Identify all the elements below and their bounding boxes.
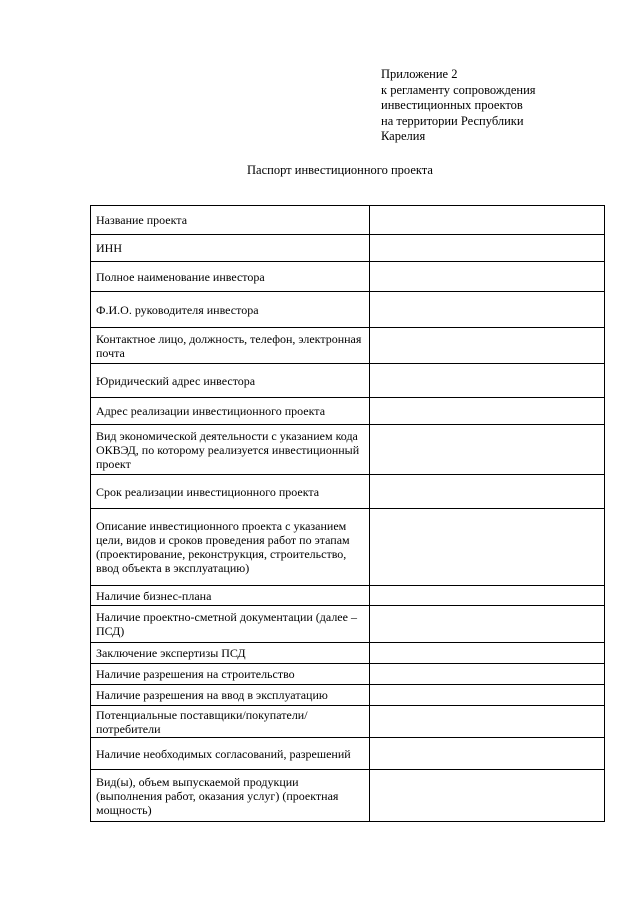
table-row xyxy=(91,664,605,685)
document-title: Паспорт инвестиционного проекта xyxy=(247,163,433,177)
appendix-line: к регламенту сопровождения xyxy=(381,82,536,97)
table-row xyxy=(91,738,605,770)
row-value[interactable] xyxy=(370,643,605,664)
row-value[interactable] xyxy=(370,586,605,606)
table-row xyxy=(91,770,605,822)
row-label: Полное наименование инвестора xyxy=(91,262,370,292)
row-label: Адрес реализации инвестиционного проекта xyxy=(91,398,370,425)
table-row xyxy=(91,509,605,586)
appendix-line: Карелия xyxy=(381,129,426,143)
row-label: ИНН xyxy=(91,235,370,262)
table-row xyxy=(91,643,605,664)
table-row xyxy=(91,586,605,606)
row-label: Контактное лицо, должность, телефон, электронная почта xyxy=(91,328,370,364)
table-row xyxy=(91,364,605,398)
row-value[interactable] xyxy=(370,425,605,475)
table-row xyxy=(91,685,605,706)
row-label: Заключение экспертизы ПСД xyxy=(91,643,370,664)
row-value[interactable] xyxy=(370,706,605,738)
row-label: Вид экономической деятельности с указанием кода ОКВЭД, по которому реализуется инвестиционный проект xyxy=(91,425,370,475)
row-label: Наличие разрешения на ввод в эксплуатацию xyxy=(91,685,370,706)
row-label: Наличие необходимых согласований, разрешений xyxy=(91,738,370,770)
row-label: Описание инвестиционного проекта с указанием цели, видов и сроков проведения работ по этапам (проектирование, реконструкция, строительство, ввод объекта в эксплуатацию) xyxy=(91,509,370,586)
row-value[interactable] xyxy=(370,738,605,770)
passport-table xyxy=(90,205,605,822)
table-row xyxy=(91,235,605,262)
row-value[interactable] xyxy=(370,509,605,586)
table-row xyxy=(91,262,605,292)
row-value[interactable] xyxy=(370,606,605,643)
row-label: Ф.И.О. руководителя инвестора xyxy=(91,292,370,328)
row-label: Наличие бизнес-плана xyxy=(91,586,370,606)
appendix-line: Приложение 2 xyxy=(381,67,458,81)
row-value[interactable] xyxy=(370,475,605,509)
table-row xyxy=(91,206,605,235)
row-label: Вид(ы), объем выпускаемой продукции (выполнения работ, оказания услуг) (проектная мощность) xyxy=(91,770,370,822)
table-row xyxy=(91,606,605,643)
appendix-line: инвестиционных проектов xyxy=(381,98,523,112)
row-label: Наличие разрешения на строительство xyxy=(91,664,370,685)
table-row xyxy=(91,398,605,425)
appendix-line: на территории Республики xyxy=(381,113,524,128)
row-label: Юридический адрес инвестора xyxy=(91,364,370,398)
row-value[interactable] xyxy=(370,364,605,398)
row-label: Срок реализации инвестиционного проекта xyxy=(91,475,370,509)
table-row xyxy=(91,706,605,738)
row-value[interactable] xyxy=(370,206,605,235)
row-value[interactable] xyxy=(370,328,605,364)
row-value[interactable] xyxy=(370,262,605,292)
row-value[interactable] xyxy=(370,770,605,822)
table-row xyxy=(91,292,605,328)
row-value[interactable] xyxy=(370,398,605,425)
table-row xyxy=(91,425,605,475)
table-row xyxy=(91,475,605,509)
row-label: Наличие проектно-сметной документации (далее – ПСД) xyxy=(91,606,370,643)
row-value[interactable] xyxy=(370,292,605,328)
row-label: Потенциальные поставщики/покупатели/потребители xyxy=(91,706,370,738)
row-value[interactable] xyxy=(370,685,605,706)
row-value[interactable] xyxy=(370,235,605,262)
table-row xyxy=(91,328,605,364)
row-label: Название проекта xyxy=(91,206,370,235)
appendix-note xyxy=(381,67,536,145)
row-value[interactable] xyxy=(370,664,605,685)
